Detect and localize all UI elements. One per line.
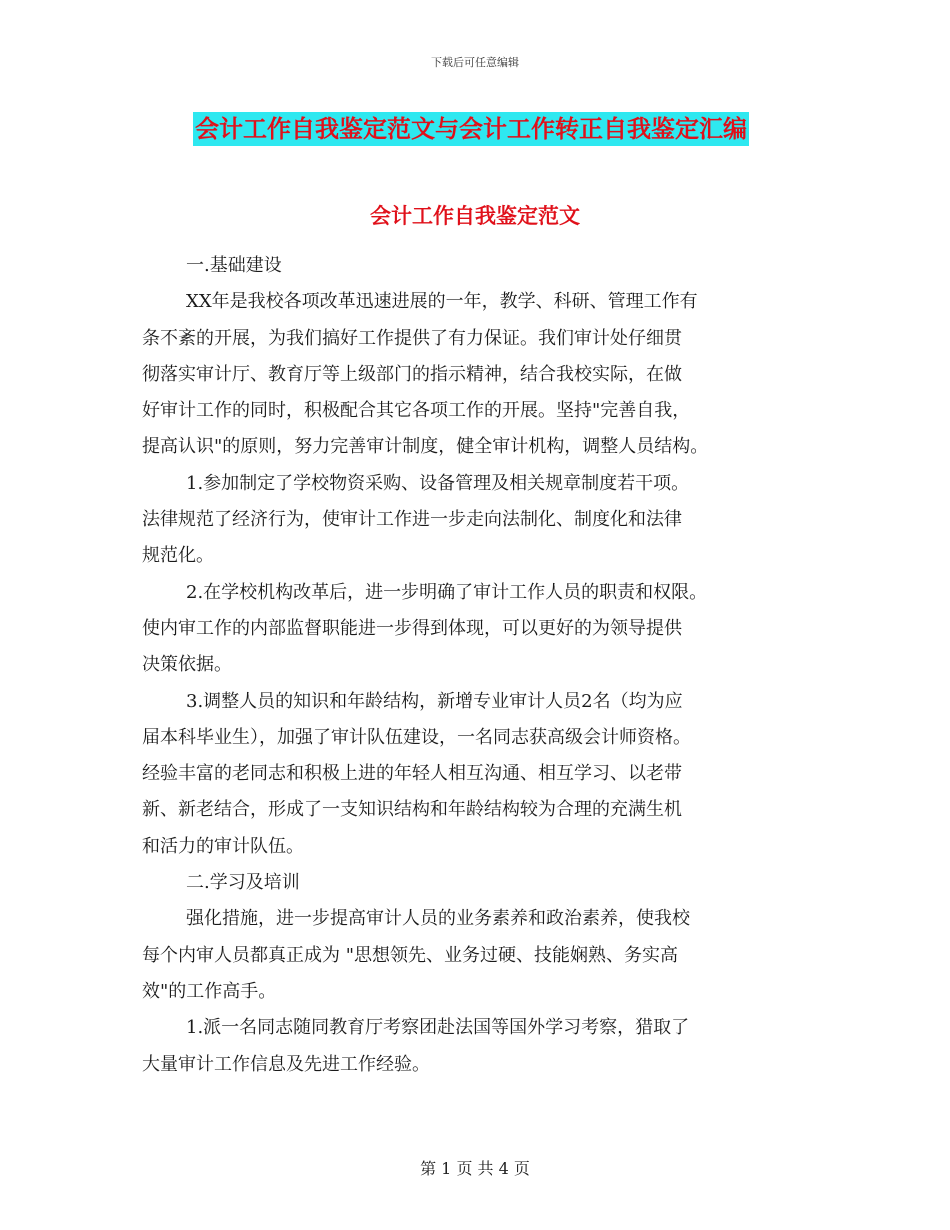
text-line: 新、新老结合，形成了一支知识结构和年龄结构较为合理的充满生机 [142,799,682,821]
text-line: 3.调整人员的知识和年龄结构，新增专业审计人员2名（均为应 [186,690,683,712]
text-line: 法律规范了经济行为，使审计工作进一步走向法制化、制度化和法律 [142,509,682,531]
header-note: 下载后可任意编辑 [431,56,519,69]
text-line: 彻落实审计厅、教育厅等上级部门的指示精神，结合我校实际，在做 [142,363,682,385]
text-line: 规范化。 [142,545,214,567]
text-line: 提高认识"的原则，努力完善审计制度，健全审计机构，调整人员结构。 [142,436,709,458]
text-line: 好审计工作的同时，积极配合其它各项工作的开展。坚持"完善自我， [142,400,691,422]
text-line: 效"的工作高手。 [142,980,277,1002]
text-line: 一.基础建设 [186,255,282,276]
text-line: 每个内审人员都真正成为 "思想领先、业务过硬、技能娴熟、务实高 [142,944,678,966]
text-line: 大量审计工作信息及先进工作经验。 [142,1053,430,1075]
text-line: 决策依据。 [142,654,232,676]
text-line: 条不紊的开展，为我们搞好工作提供了有力保证。我们审计处仔细贯 [142,327,682,349]
page-footer: 第 1 页 共 4 页 [420,1159,530,1178]
text-line: 二.学习及培训 [186,872,300,894]
text-line: 届本科毕业生），加强了审计队伍建设，一名同志获高级会计师资格。 [142,726,691,748]
section-title: 会计工作自我鉴定范文 [370,204,580,228]
text-line: 和活力的审计队伍。 [142,835,304,857]
text-line: 使内审工作的内部监督职能进一步得到体现，可以更好的为领导提供 [142,617,682,639]
text-line: 1.参加制定了学校物资采购、设备管理及相关规章制度若干项。 [186,472,690,494]
text-line: 经验丰富的老同志和积极上进的年轻人相互沟通、相互学习、以老带 [142,763,682,785]
text-line: 1.派一名同志随同教育厅考察团赴法国等国外学习考察，猎取了 [186,1017,690,1039]
text-line: 2.在学校机构改革后，进一步明确了审计工作人员的职责和权限。 [186,581,708,603]
text-line: XX年是我校各项改革迅速进展的一年，教学、科研、管理工作有 [186,291,698,313]
document-title: 会计工作自我鉴定范文与会计工作转正自我鉴定汇编 [193,112,749,146]
text-line: 强化措施，进一步提高审计人员的业务素养和政治素养，使我校 [186,908,690,930]
body-text [142,248,822,1083]
